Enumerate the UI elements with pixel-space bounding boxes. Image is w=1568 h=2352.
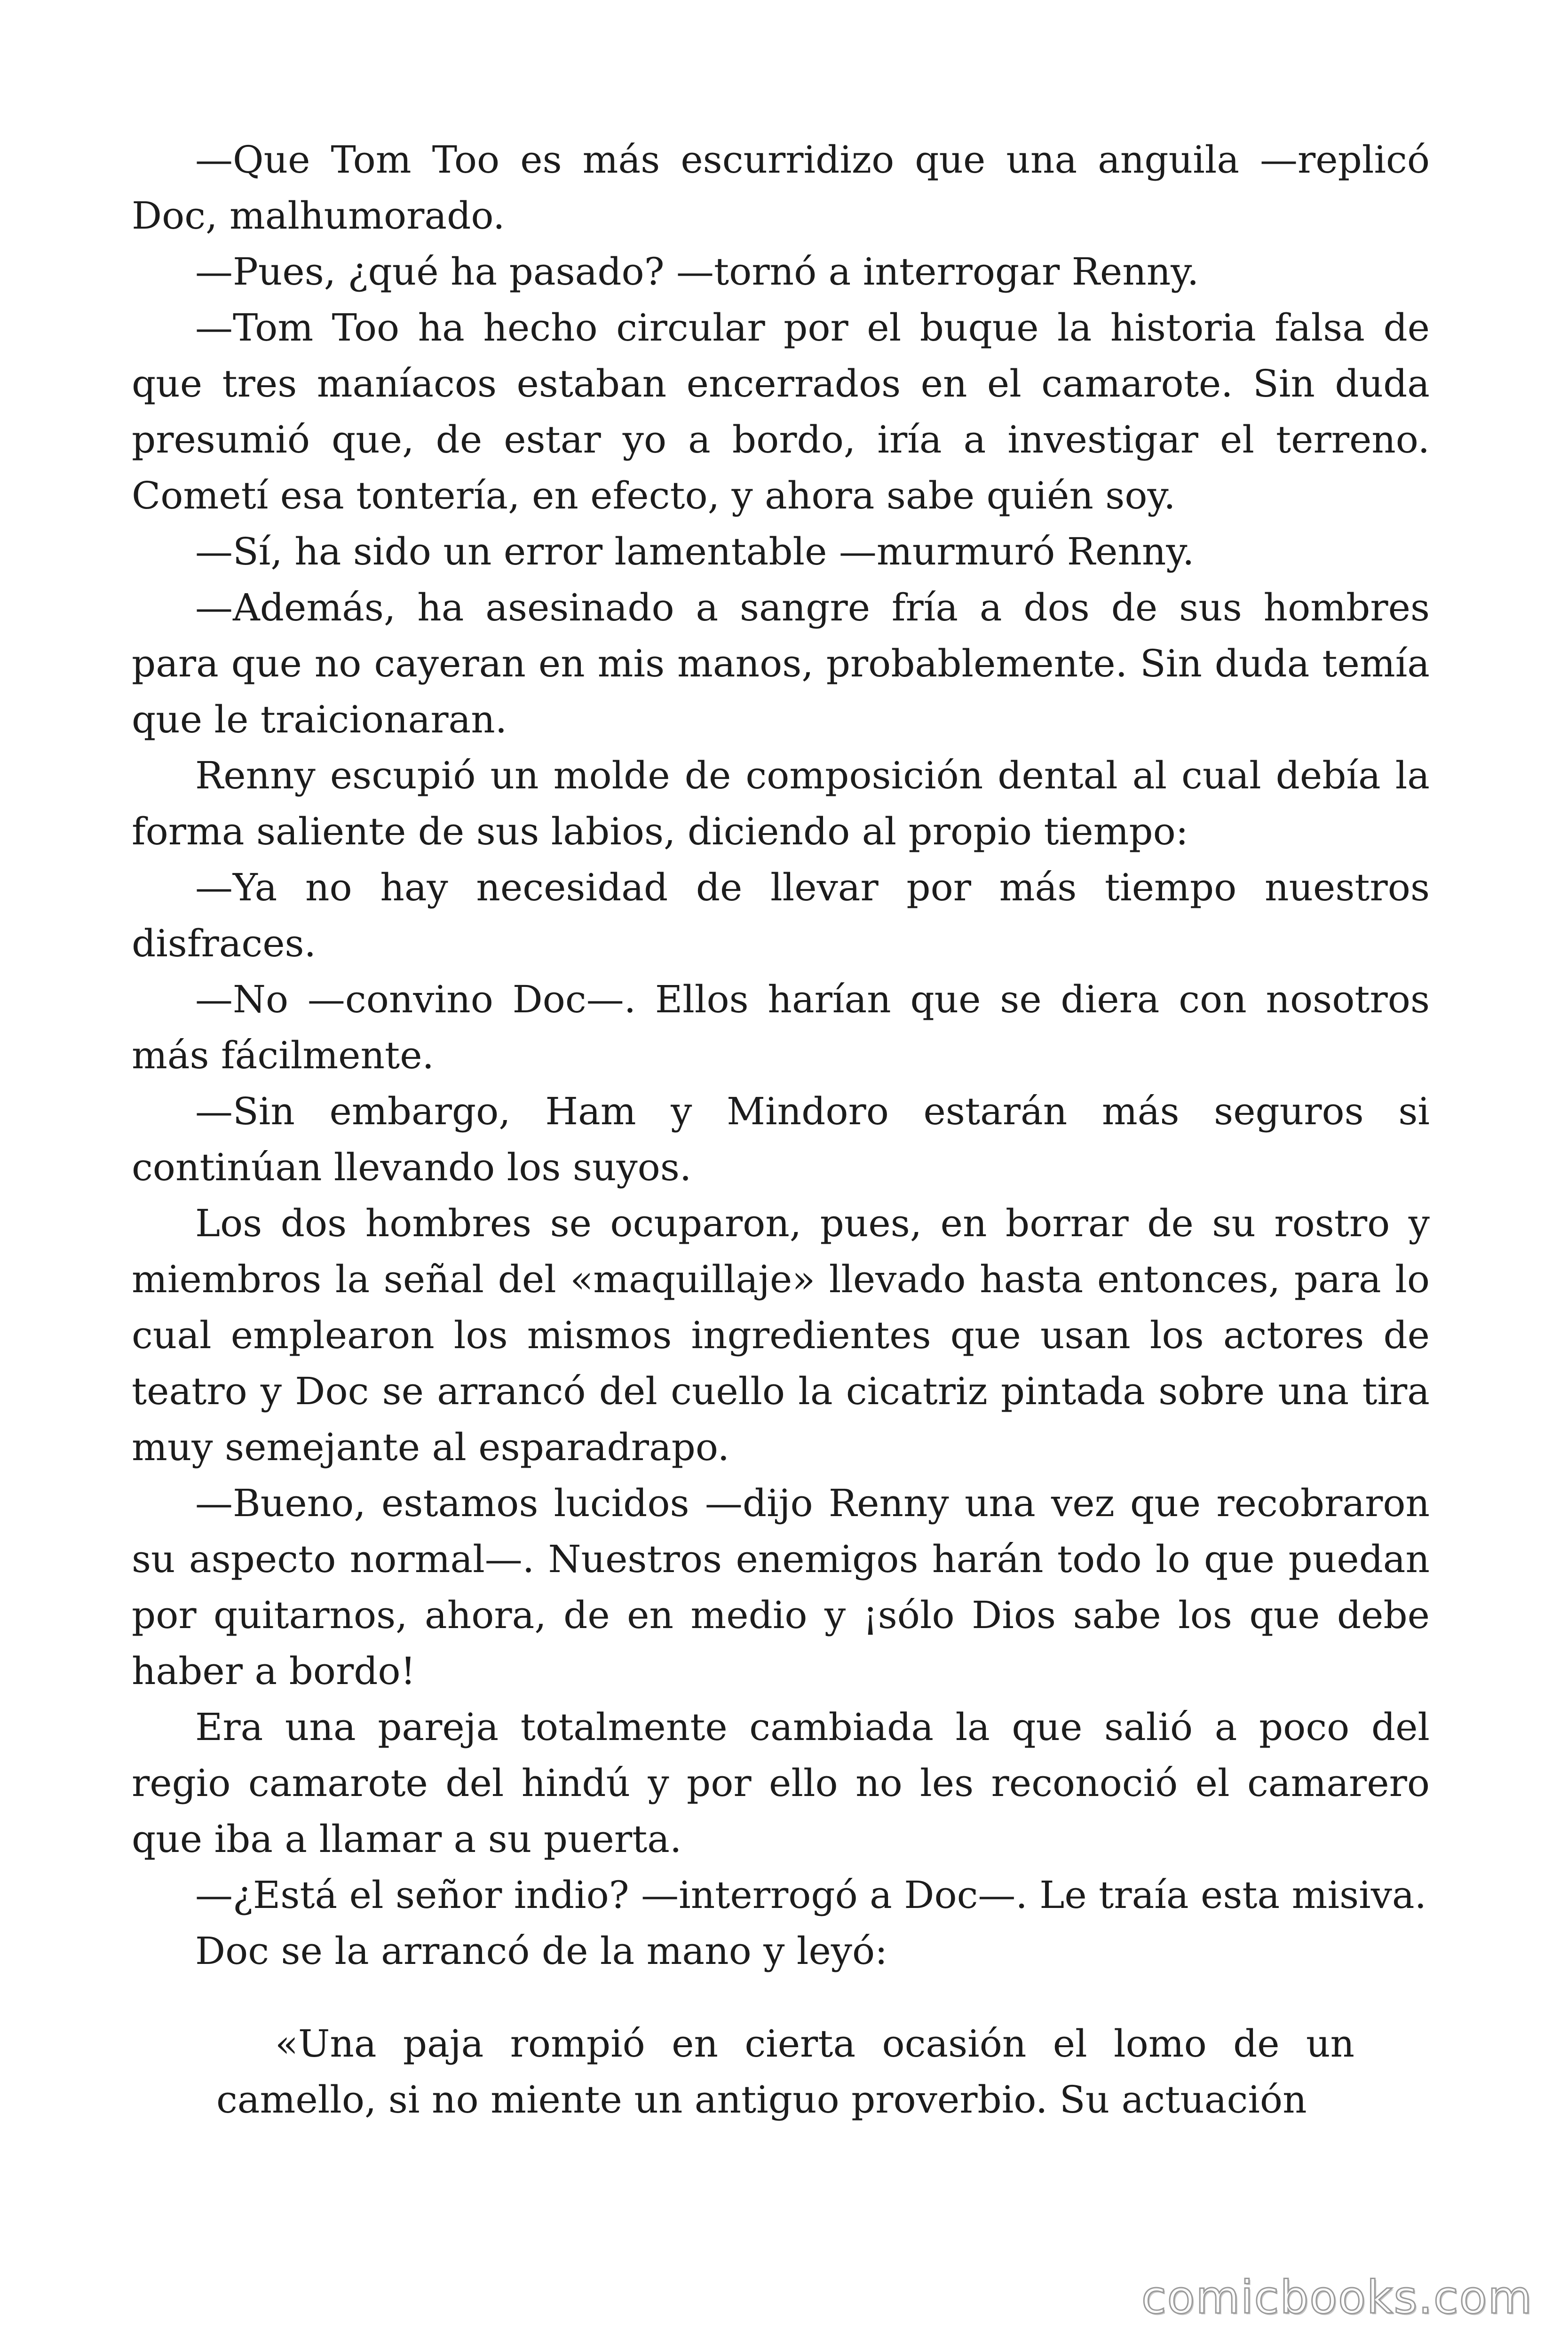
paragraph: Doc se la arrancó de la mano y leyó:	[195, 1929, 888, 1973]
paragraph: Era una pareja totalmente cambiada la que salió a poco del regio camarote del hindú y por ello no les reconoció el camarero que iba a llamar a su puerta.	[132, 1705, 1430, 1861]
paragraph: —Ya no hay necesidad de llevar por más tiempo nuestros disfraces.	[132, 866, 1430, 965]
paragraph: —Sin embargo, Ham y Mindoro estarán más seguros si continúan llevando los suyos.	[132, 1089, 1430, 1189]
paragraph: —No —convino Doc—. Ellos harían que se diera con nosotros más fácilmente.	[132, 977, 1430, 1077]
quote-paragraph: «Una paja rompió en cierta ocasión el lomo de un camello, si no miente un antiguo proverbio. Su actuación	[216, 2022, 1354, 2122]
paragraph: —Tom Too ha hecho circular por el buque la historia falsa de que tres maníacos estaban encerrados en el camarote. Sin duda presumió que, de estar yo a bordo, iría a investigar el terreno. Cometí esa tontería, en efecto, y ahora sabe quién soy.	[132, 306, 1430, 517]
paragraph: —Además, ha asesinado a sangre fría a dos de sus hombres para que no cayeran en mis manos, probablemente. Sin duda temía que le traicionaran.	[132, 586, 1430, 741]
paragraph: Renny escupió un molde de composición dental al cual debía la forma saliente de sus labios, diciendo al propio tiempo:	[132, 754, 1430, 853]
body-text	[132, 132, 1430, 1979]
watermark: comicbooks.com	[1141, 2271, 1533, 2324]
paragraph: —¿Está el señor indio? —interrogó a Doc—. Le traía esta misiva.	[195, 1873, 1427, 1917]
paragraph: —Que Tom Too es más escurridizo que una anguila —replicó Doc, malhumorado.	[132, 138, 1430, 238]
paragraph: Los dos hombres se ocuparon, pues, en borrar de su rostro y miembros la señal del «maquillaje» llevado hasta entonces, para lo cual emplearon los mismos ingredientes que usan los actores de teatro y Doc se arrancó del cuello la cicatriz pintada sobre una tira muy semejante al esparadrapo.	[132, 1201, 1430, 1469]
letter-quote	[216, 2016, 1354, 2128]
paragraph: —Sí, ha sido un error lamentable —murmuró Renny.	[195, 530, 1195, 573]
paragraph: —Bueno, estamos lucidos —dijo Renny una vez que recobraron su aspecto normal—. Nuestros enemigos harán todo lo que puedan por quitarnos, ahora, de en medio y ¡sólo Dios sabe los que debe haber a bordo!	[132, 1481, 1430, 1693]
paragraph: —Pues, ¿qué ha pasado? —tornó a interrogar Renny.	[195, 250, 1199, 294]
